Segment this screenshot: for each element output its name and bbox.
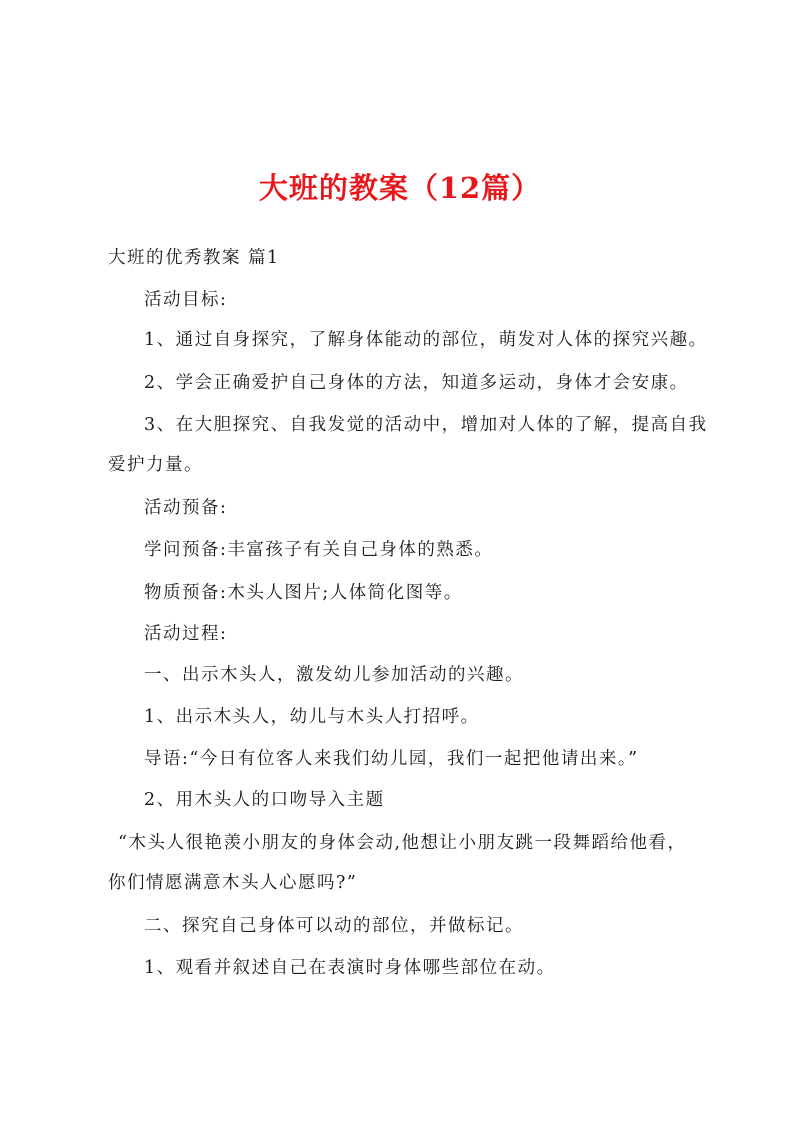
text-line: 2、用木头人的口吻导入主题 bbox=[144, 790, 385, 810]
text-line: 3、在大胆探究、自我发觉的活动中，增加对人体的了解，提高自我 bbox=[144, 415, 708, 435]
text-line: 二、探究自己身体可以动的部位，并做标记。 bbox=[144, 916, 524, 936]
text-line: 物质预备:木头人图片;人体简化图等。 bbox=[144, 583, 463, 603]
text-line: 你们情愿满意木头人心愿吗?” bbox=[108, 873, 358, 893]
text-line: “木头人很艳羡小朋友的身体会动,他想让小朋友跳一段舞蹈给他看， bbox=[118, 833, 687, 853]
text-line: 1、通过自身探究，了解身体能动的部位，萌发对人体的探究兴趣。 bbox=[144, 330, 708, 350]
text-line: 活动目标: bbox=[144, 290, 228, 310]
text-line: 学问预备:丰富孩子有关自己身体的熟悉。 bbox=[144, 540, 494, 560]
text-line: 导语:“今日有位客人来我们幼儿园，我们一起把他请出来。” bbox=[144, 749, 639, 769]
text-line: 2、学会正确爱护自己身体的方法，知道多运动，身体才会安康。 bbox=[144, 373, 689, 393]
text-line: 活动过程: bbox=[144, 624, 228, 644]
document-title: 大班的教案（12篇） bbox=[258, 171, 542, 205]
text-line: 1、出示木头人，幼儿与木头人打招呼。 bbox=[144, 707, 480, 727]
text-line: 活动预备: bbox=[144, 498, 228, 518]
text-line: 1、观看并叙述自己在表演时身体哪些部位在动。 bbox=[144, 958, 556, 978]
text-line: 爱护力量。 bbox=[108, 455, 203, 475]
text-line: 一、出示木头人，激发幼儿参加活动的兴趣。 bbox=[144, 665, 524, 685]
section-heading: 大班的优秀教案 篇1 bbox=[108, 248, 280, 268]
